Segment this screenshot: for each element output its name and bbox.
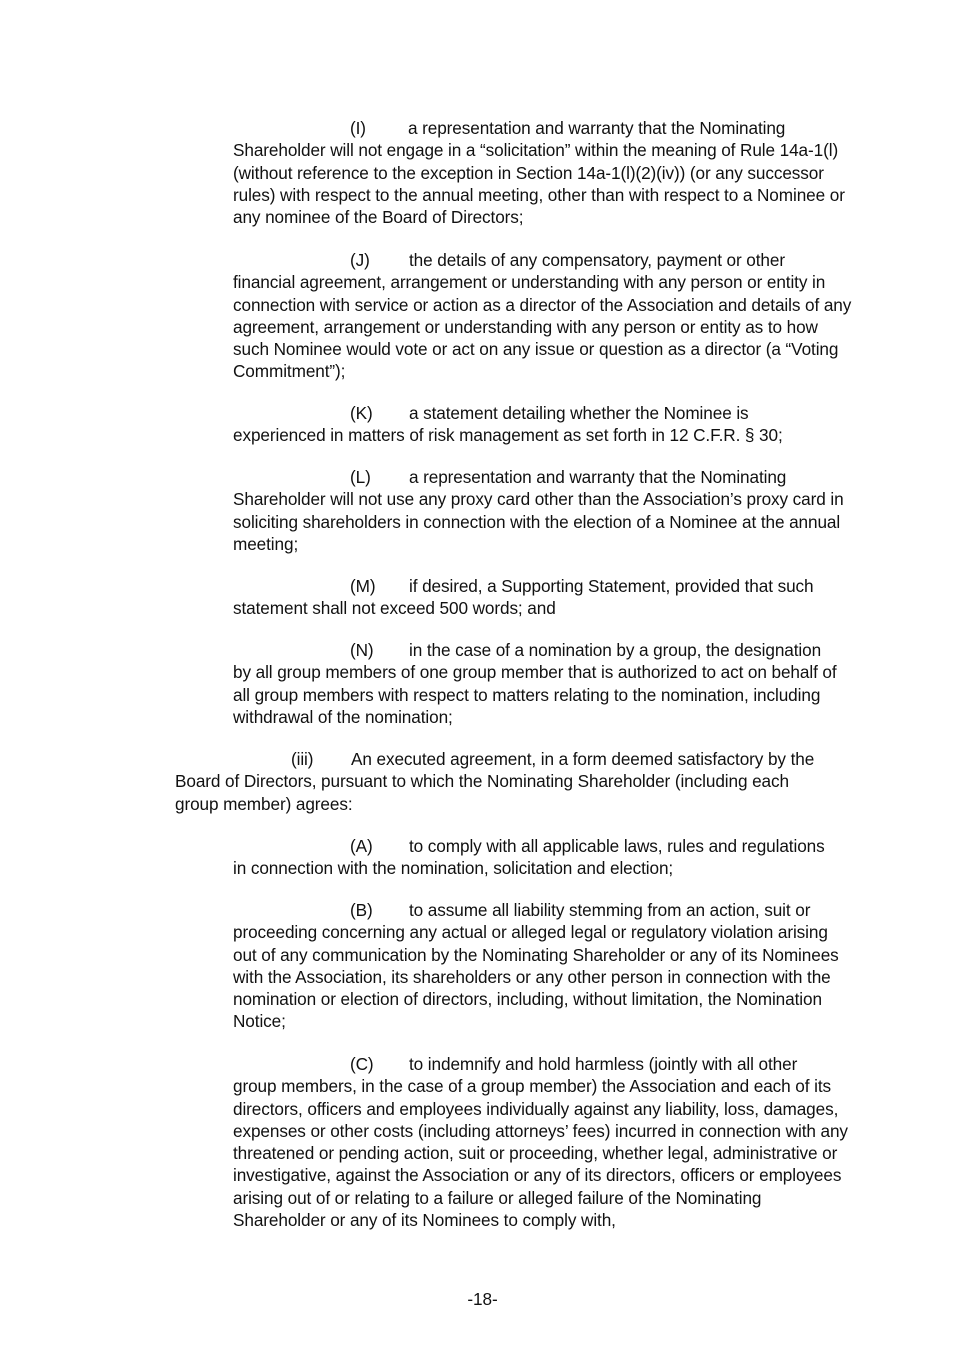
item-label: (B): [350, 900, 373, 920]
paragraph-first-line: a statement detailing whether the Nominee is: [409, 403, 749, 423]
paragraph-first-line: if desired, a Supporting Statement, provided that such: [409, 576, 814, 596]
paragraph-first-line: in the case of a nomination by a group, the designation: [409, 640, 822, 660]
paragraph-text: group members, in the case of a group member) the Association and each of its directors, officers and employees individually against any liability, loss, damages, expenses or other costs (including attorneys’ fees) incurred in connection with any threatened or pending action, suit or proceeding, whether legal, administrative or investigative, against the Association or any of its directors, officers or employees arising out of or relating to a failure or alleged failure of the Nominating Shareholder or any of its Nominees to comply with,: [233, 1076, 848, 1231]
item-label: (K): [350, 403, 373, 423]
item-label: (I): [350, 118, 366, 138]
item-label: (iii): [291, 749, 314, 769]
item-label: (J): [350, 250, 370, 270]
paragraph-text: Board of Directors, pursuant to which the Nominating Shareholder (including each group member) agrees:: [175, 771, 789, 814]
paragraph-j: [233, 249, 853, 383]
page-number: -18-: [467, 1289, 498, 1309]
item-label: (A): [350, 836, 373, 856]
paragraph-a: [233, 835, 853, 880]
paragraph-n: [233, 639, 853, 728]
paragraph-first-line: to indemnify and hold harmless (jointly with all other: [409, 1054, 798, 1074]
paragraph-i: [233, 117, 853, 228]
paragraph-first-line: a representation and warranty that the Nominating: [408, 118, 786, 138]
paragraph-b: [233, 899, 853, 1033]
paragraph-first-line: to comply with all applicable laws, rules and regulations: [409, 836, 825, 856]
paragraph-first-line: the details of any compensatory, payment or other: [409, 250, 785, 270]
paragraph-first-line: to assume all liability stemming from an action, suit or: [409, 900, 811, 920]
paragraph-text: in connection with the nomination, solicitation and election;: [233, 858, 674, 879]
paragraph-k: [233, 402, 853, 447]
paragraph-iii: [175, 748, 835, 815]
paragraph-text: statement shall not exceed 500 words; and: [233, 598, 556, 619]
paragraph-text: financial agreement, arrangement or understanding with any person or entity in connection with service or action as a director of the Association and details of any agreement, arrangement or understanding with any person or entity as to how such Nominee would vote or act on any issue or question as a director (a “Voting Commitment”);: [233, 272, 852, 382]
paragraph-text: proceeding concerning any actual or alleged legal or regulatory violation arising out of any communication by the Nominating Shareholder or any of its Nominees with the Association, its shareholders or any other person in connection with the nomination or election of directors, including, without limitation, the Nomination Notice;: [233, 922, 839, 1032]
paragraph-text: by all group members of one group member that is authorized to act on behalf of all group members with respect to matters relating to the nomination, including withdrawal of the nomination;: [233, 662, 837, 727]
paragraph-text: Shareholder will not engage in a “solicitation” within the meaning of Rule 14a-1(l) (without reference to the exception in Section 14a-1(l)(2)(iv)) (or any successor rules) with respect to the annual meeting, other than with respect to a Nominee or any nominee of the Board of Directors;: [233, 140, 845, 228]
paragraph-text: Shareholder will not use any proxy card other than the Association’s proxy card in soliciting shareholders in connection with the election of a Nominee at the annual meeting;: [233, 489, 844, 554]
item-label: (M): [350, 576, 376, 596]
paragraph-l: [233, 466, 853, 555]
paragraph-m: [233, 575, 853, 620]
paragraph-text: experienced in matters of risk management as set forth in 12 C.F.R. § 30;: [233, 425, 783, 446]
item-label: (C): [350, 1054, 374, 1074]
paragraph-first-line: a representation and warranty that the Nominating: [409, 467, 787, 487]
paragraph-first-line: An executed agreement, in a form deemed satisfactory by the: [351, 749, 815, 769]
item-label: (L): [350, 467, 371, 487]
item-label: (N): [350, 640, 374, 660]
paragraph-c: [233, 1053, 853, 1231]
